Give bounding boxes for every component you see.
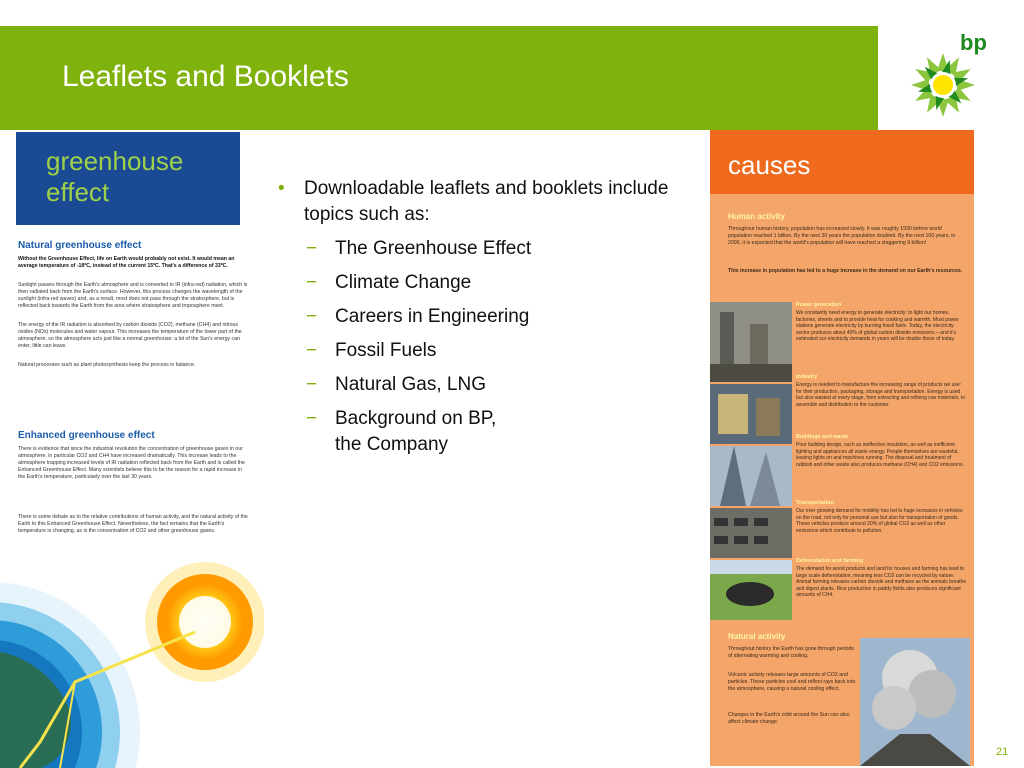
list-item: − Careers in Engineering <box>270 304 690 330</box>
list-item: − The Greenhouse Effect <box>270 236 690 262</box>
dash-icon: − <box>306 306 318 327</box>
leaflet-paragraph: Without the Greenhouse Effect, life on Earth would probably not exist. It would mean an average temperature of -18ºC, instead of the current 15ºC. That's a difference of 33ºC. <box>18 256 235 269</box>
page-number: 21 <box>996 746 1009 758</box>
title-band <box>0 26 878 130</box>
buildings-photo <box>710 446 792 506</box>
traffic-photo <box>710 508 792 558</box>
power-station-photo <box>710 302 792 382</box>
causes-paragraph: Volcanic activity releases large amounts of CO2 and particles. These particles cool and reflect rays back into the atmosphere, causing a natural cooling effect. <box>728 672 856 692</box>
leaflet-cover <box>16 132 240 225</box>
causes-title: causes <box>728 150 811 180</box>
bullet-icon: • <box>278 178 285 199</box>
leaflet-paragraph: Natural processes such as plant photosynthesis keep the process in balance. <box>18 362 196 368</box>
list-item: − Climate Change <box>270 270 690 296</box>
causes-paragraph: Throughout history the Earth has gone through periods of alternating warming and cooling. <box>728 646 855 659</box>
list-item: − Natural Gas, LNG <box>270 372 690 398</box>
causes-paragraph: Poor building design, such as ineffective insulation, as well as inefficient lighting and appliances all waste energy. People themselves are wasteful, leaving lights on and machines running. The disposal and treatment of rubbish and other waste also produces methane (CH4) and CO2 emissions. <box>796 442 964 468</box>
leaflet-paragraph: The energy of the IR radiation is absorbed by carbon dioxide (CO2), methane (CH4) and nitrous oxides (NOx) molecules and water vapour. This increases the temperature of the lower part of the atmosphere, so the atmosphere acts just like a normal greenhouse: a lot of the Sun's energy can enter, little can leave. <box>18 322 242 349</box>
causes-subheading: Buildings and waste <box>796 434 849 440</box>
causes-paragraph: Energy is needed to manufacture the increasing range of products we use: for their production, packaging, storage and transportation. Energy is used but also wasted at every stage, from extracting and refining raw materials, to assemble and distribution to the customer. <box>796 382 965 408</box>
dash-icon: − <box>306 408 318 429</box>
causes-leaflet <box>710 130 974 766</box>
causes-paragraph: Throughout human history, population has increased slowly. It was roughly 1930 before world population reached 1 billion. By the next 30 years the population doubled. By the next 100 years, in 2000, it is expected that the world's population will have reached a staggering 9 billion! <box>728 226 956 246</box>
industry-photo <box>710 384 792 444</box>
causes-paragraph: This increase in population has led to a huge increase in the demand on our Earth's resources. <box>728 268 963 274</box>
causes-subheading: Deforestation and farming <box>796 558 864 564</box>
causes-subheading: Power generation <box>796 302 842 308</box>
causes-header <box>710 130 974 194</box>
cover-title-line1: greenhouse <box>46 146 184 176</box>
dash-icon: − <box>306 374 318 395</box>
causes-subheading: Industry <box>796 374 818 380</box>
greenhouse-effect-leaflet <box>16 132 260 552</box>
bp-logo-text: bp <box>960 30 987 55</box>
causes-heading-natural: Natural activity <box>728 632 786 641</box>
cover-title-line2: effect <box>46 177 110 207</box>
volcano-photo <box>860 638 970 766</box>
topics-list <box>270 176 690 458</box>
helios-sunflower-icon <box>908 30 978 120</box>
causes-paragraph: The demand for wood products and land for houses and farming has lead to large scale deforestation, meaning less CO2 can be recycled by nature. Animal farming releases carbon dioxide and methane as the animals breathe and digest plants. Rice production in paddy fields also produces significant amounts of CH4. <box>796 566 967 599</box>
leaflet-heading-enhanced: Enhanced greenhouse effect <box>18 430 155 441</box>
list-item: − Fossil Fuels <box>270 338 690 364</box>
leaflet-heading-natural: Natural greenhouse effect <box>18 240 142 251</box>
causes-paragraph: We constantly need energy to generate electricity: to light our homes, factories, streets and to provide heat for cooking and warmth. Most power stations generate electricity by burning fossil fuels. Today, the electricity sector produces about 40% of global carbon dioxide emissions – and it's estimated our electricity demands in years will be double those of today. <box>796 310 959 343</box>
earth-sun-illustration <box>0 562 264 768</box>
list-item: − Background on BP, the Company <box>306 408 497 455</box>
dash-icon: − <box>306 238 318 259</box>
dash-icon: − <box>306 340 318 361</box>
leaflet-paragraph: There is evidence that since the industrial revolution the concentration of greenhouse gases in our atmosphere, in particular CO2 and CH4 have increased dramatically. This increase leads to the atmosphere trapping increased levels of IR radiation reflected back from the Earth and is called the Enhanced Greenhouse Effect. Many scientists believe this to be the reason for a rapid increase in the Earth's temperature, particularly over the last 30 years. <box>18 446 245 480</box>
causes-paragraph: Our ever growing demand for mobility has led to huge increases in vehicles on the road, not only for personal use but also for transportation of goods. These vehicles produce around 20% of global CO2 as well as other emissions which contribute to pollution. <box>796 508 963 534</box>
slide-title: Leaflets and Booklets <box>62 60 349 93</box>
leaflet-paragraph: There is some debate as to the relative contributions of human activity, and the natural activity of the Earth to this Enhanced Greenhouse Effect. Nevertheless, the fact remains that the Earth's temperature is changing, as is the concentration of CO2 and other greenhouse gases. <box>18 514 248 534</box>
dash-icon: − <box>306 272 318 293</box>
causes-heading-human: Human activity <box>728 212 785 221</box>
causes-subheading: Transportation <box>796 500 834 506</box>
list-item-main: • Downloadable leaflets and booklets include topics such as: <box>278 178 669 225</box>
causes-paragraph: Changes in the Earth's orbit around the Sun can also affect climate change. <box>728 712 850 725</box>
leaflet-paragraph: Sunlight passes through the Earth's atmosphere and is converted to IR (infra-red) radiation, which is then radiated back from the Earth's surface. However, this process changes the wavelength of the sunlight (infra-red waves) and, as a result, most does not pass through the stratosphere, but is reflected back towards the Earth from the area where stratosphere and troposphere meet. <box>18 282 248 309</box>
farming-photo <box>710 560 792 620</box>
